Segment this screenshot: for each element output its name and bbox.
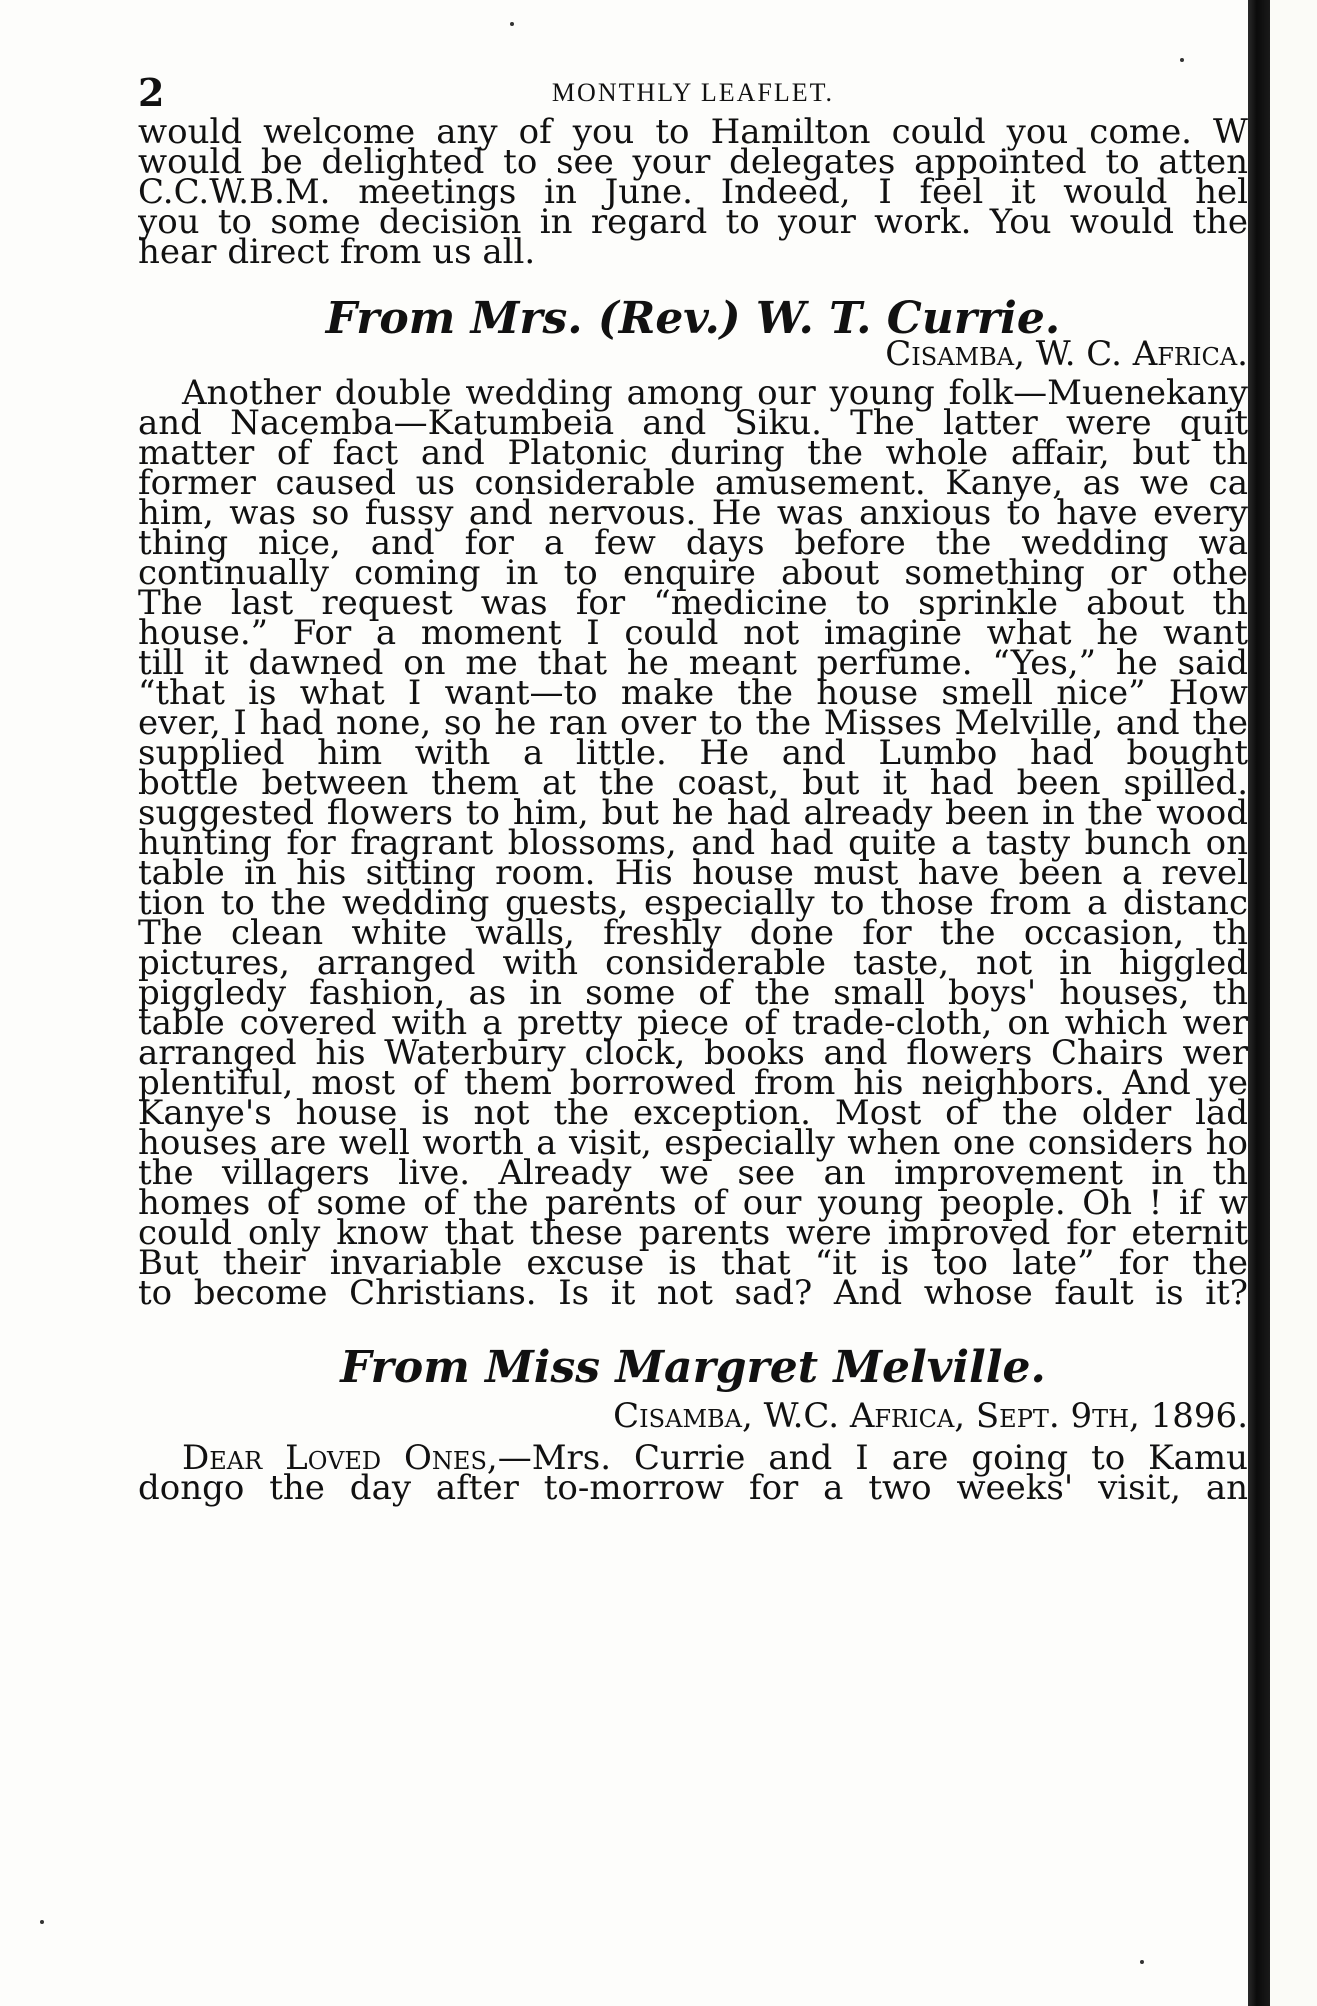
dateline-melville: Cisamba, W.C. Africa, Sept. 9th, 1896. xyxy=(613,1396,1248,1436)
text-column xyxy=(138,0,1248,2006)
text-line: pictures, arranged with considerable taste, not in higgled xyxy=(138,943,1248,983)
text-line: “that is what I want—to make the house smell nice” How xyxy=(138,673,1248,713)
scan-speck xyxy=(1140,1960,1144,1964)
text-line: dongo the day after to-morrow for a two weeks' visit, an xyxy=(138,1468,1248,1508)
text-line: homes of some of the parents of our young people. Oh ! if w xyxy=(138,1183,1248,1223)
binding-edge xyxy=(1270,0,1317,2006)
text-line: houses are well worth a visit, especially when one considers ho xyxy=(138,1123,1248,1163)
text-line: The last request was for “medicine to sprinkle about th xyxy=(138,583,1248,623)
text-line: bottle between them at the coast, but it had been spilled. xyxy=(138,763,1248,803)
running-title: MONTHLY LEAFLET. xyxy=(551,78,835,107)
text-line: plentiful, most of them borrowed from his neighbors. And ye xyxy=(138,1063,1248,1103)
text-line: matter of fact and Platonic during the whole affair, but th xyxy=(138,433,1248,473)
text-line: continually coming in to enquire about something or othe xyxy=(138,553,1248,593)
text-line: house.” For a moment I could not imagine what he want xyxy=(138,613,1248,653)
text-line: C.C.W.B.M. meetings in June. Indeed, I feel it would hel xyxy=(138,172,1248,212)
text-line: could only know that these parents were improved for eternit xyxy=(138,1213,1248,1253)
text-line: hunting for fragrant blossoms, and had quite a tasty bunch on xyxy=(138,823,1248,863)
dateline-currie: Cisamba, W. C. Africa. xyxy=(885,334,1248,374)
section-heading-melville: From Miss Margret Melville. xyxy=(340,1342,1046,1393)
text-line: tion to the wedding guests, especially to those from a distanc xyxy=(138,883,1248,923)
text-line: hear direct from us all. xyxy=(138,232,536,272)
text-line: But their invariable excuse is that “it is too late” for the xyxy=(138,1243,1248,1283)
salutation-continuation: —Mrs. Currie and I are going to Kamu xyxy=(497,1438,1248,1478)
text-line: Another double wedding among our young folk—Muenekany xyxy=(182,373,1248,413)
scan-speck xyxy=(510,22,514,26)
text-line: table covered with a pretty piece of trade-cloth, on which wer xyxy=(138,1003,1248,1043)
text-line: ever, I had none, so he ran over to the Misses Melville, and the xyxy=(138,703,1248,743)
text-line: former caused us considerable amusement. Kanye, as we ca xyxy=(138,463,1248,503)
binding-gutter xyxy=(1248,0,1270,2006)
text-line: the villagers live. Already we see an improvement in th xyxy=(138,1153,1248,1193)
text-line: you to some decision in regard to your work. You would the xyxy=(138,202,1248,242)
text-line: The clean white walls, freshly done for the occasion, th xyxy=(138,913,1248,953)
section-heading-currie: From Mrs. (Rev.) W. T. Currie. xyxy=(325,293,1061,344)
page-header xyxy=(138,70,1248,114)
scan-speck xyxy=(1180,58,1184,62)
text-line: and Nacemba—Katumbeia and Siku. The latter were quit xyxy=(138,403,1248,443)
text-line: piggledy fashion, as in some of the small boys' houses, th xyxy=(138,973,1248,1013)
scan-speck xyxy=(40,1920,44,1924)
text-line: to become Christians. Is it not sad? And whose fault is it? xyxy=(138,1273,1248,1313)
text-line: table in his sitting room. His house must have been a revel xyxy=(138,853,1248,893)
text-line: him, was so fussy and nervous. He was anxious to have every xyxy=(138,493,1248,533)
salutation: Dear Loved Ones, xyxy=(182,1438,498,1478)
text-line: thing nice, and for a few days before the wedding wa xyxy=(138,523,1248,563)
text-line: supplied him with a little. He and Lumbo had bought xyxy=(138,733,1248,773)
text-line: till it dawned on me that he meant perfume. “Yes,” he said xyxy=(138,643,1248,683)
text-line: arranged his Waterbury clock, books and flowers Chairs wer xyxy=(138,1033,1248,1073)
text-line: would welcome any of you to Hamilton could you come. W xyxy=(138,112,1248,152)
text-line: Kanye's house is not the exception. Most of the older lad xyxy=(138,1093,1248,1133)
text-line: suggested flowers to him, but he had already been in the wood xyxy=(138,793,1248,833)
page-number: 2 xyxy=(138,70,165,115)
text-line: would be delighted to see your delegates appointed to atten xyxy=(138,142,1248,182)
